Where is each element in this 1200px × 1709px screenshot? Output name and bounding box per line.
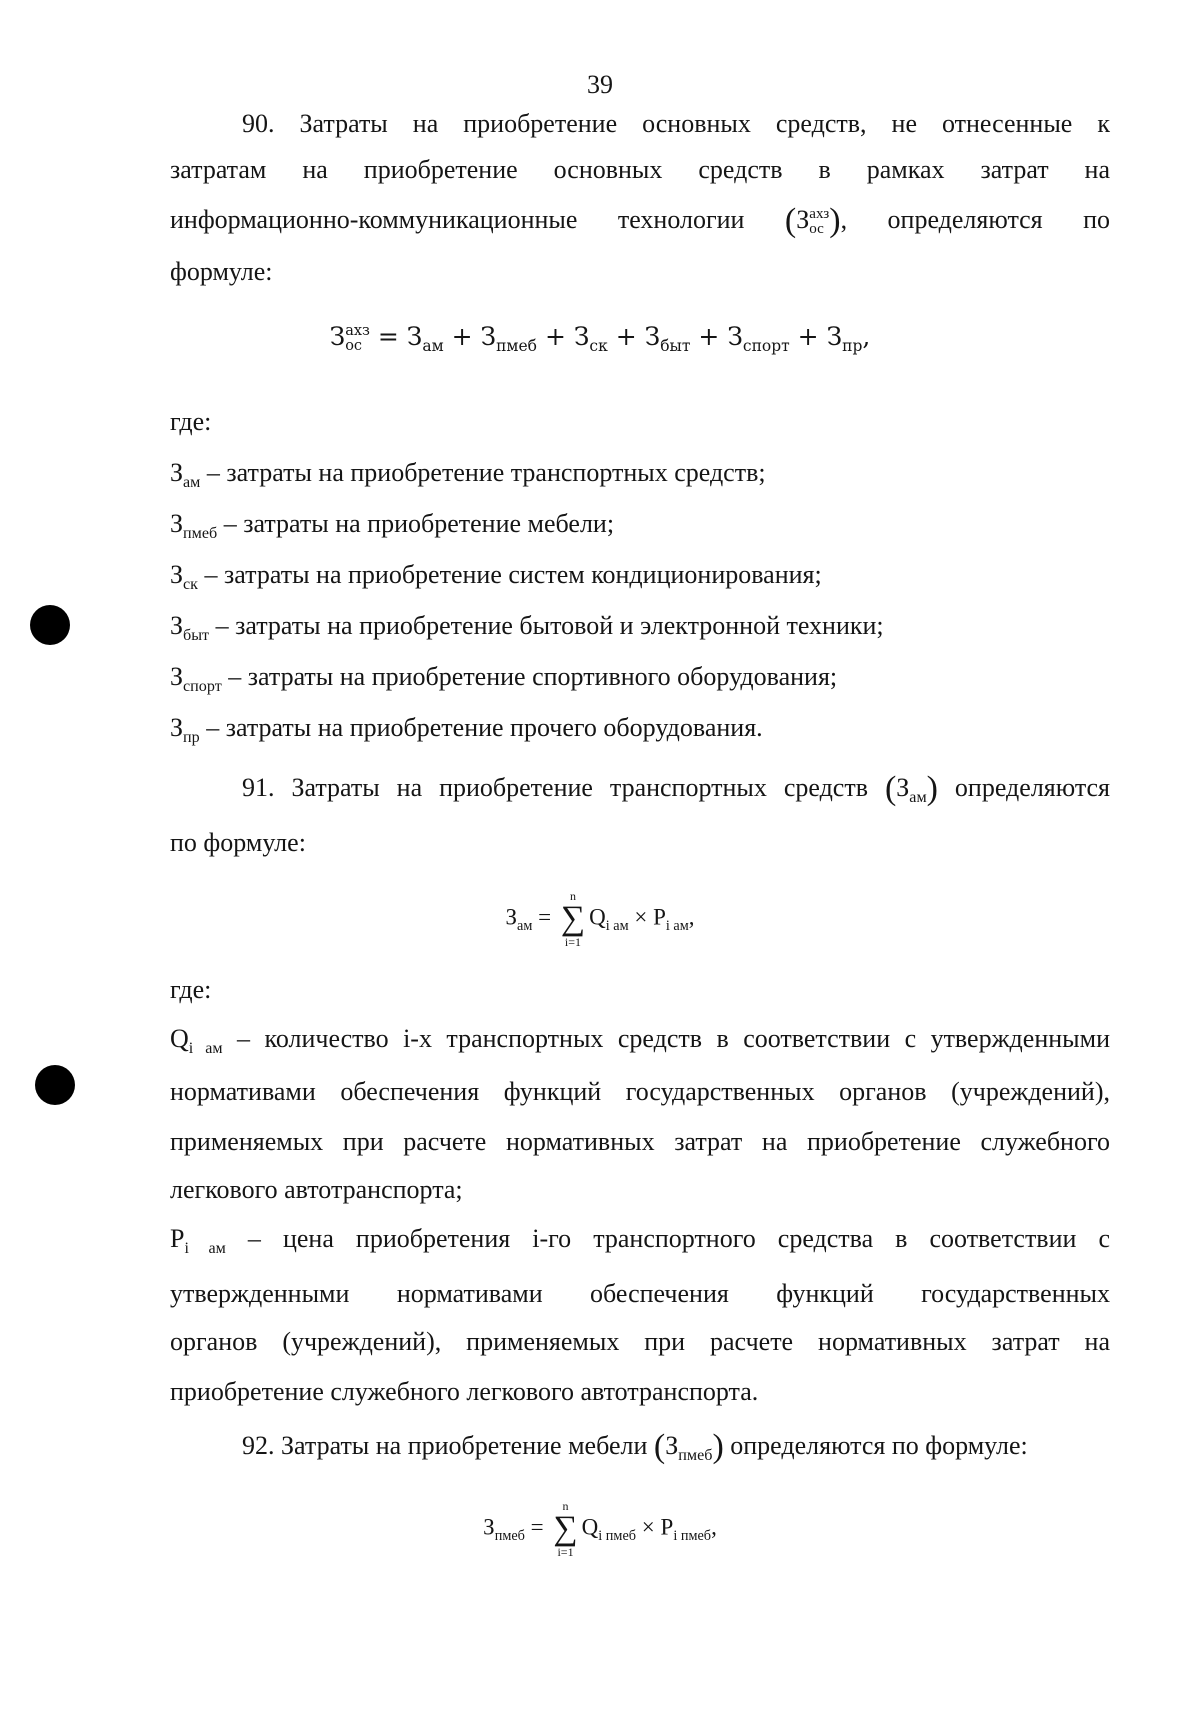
def-subscript: ск bbox=[183, 576, 199, 594]
paren-open: ( bbox=[884, 770, 897, 807]
where-label: где: bbox=[170, 407, 212, 436]
def-text: – количество i-х транспортных средств в соответствии с утвержденными bbox=[222, 1024, 1110, 1053]
times-sign: × bbox=[628, 904, 654, 930]
formula-symbol: З bbox=[644, 322, 661, 351]
formula-transport bbox=[0, 890, 1200, 948]
p-def-line1 bbox=[170, 1222, 1110, 1266]
sigma-symbol: ∑ bbox=[553, 1510, 578, 1547]
subscript: ам bbox=[909, 789, 927, 807]
paren-open: ( bbox=[784, 202, 797, 239]
p91-line1 bbox=[170, 771, 1110, 815]
def-subscript: спорт bbox=[183, 678, 222, 696]
equals-sign: = bbox=[532, 904, 557, 930]
plus-sign: + bbox=[443, 322, 481, 351]
def-subscript: быт bbox=[183, 627, 210, 645]
subscript: i ам bbox=[605, 917, 629, 934]
def-symbol: З bbox=[170, 713, 184, 742]
def-text: – цена приобретения i-го транспортного средства в соответствии с bbox=[225, 1224, 1110, 1253]
def-subscript: ам bbox=[183, 474, 201, 492]
definition-item bbox=[170, 558, 1110, 602]
paren-close: ) bbox=[712, 1428, 724, 1465]
q-def-line2: нормативами обеспечения функций государственных органов (учреждений), bbox=[170, 1077, 1110, 1106]
p-def-line3: органов (учреждений), применяемых при расчете нормативных затрат на bbox=[170, 1327, 1110, 1356]
def-symbol: З bbox=[170, 560, 184, 589]
def-symbol: Q bbox=[170, 1024, 189, 1053]
def-subscript: i ам bbox=[188, 1040, 223, 1058]
sum-lower-limit: i=1 bbox=[557, 1545, 574, 1559]
subscript: спорт bbox=[742, 337, 790, 355]
def-symbol: P bbox=[170, 1224, 185, 1253]
subscript: пмеб bbox=[678, 1447, 713, 1465]
plus-sign: + bbox=[789, 322, 827, 351]
sup-sub-stack bbox=[809, 207, 829, 237]
p90-line3-end: , определяются по bbox=[840, 205, 1110, 234]
sum-operator bbox=[553, 1500, 577, 1558]
p-def-line2: утвержденными нормативами обеспечения функций государственных bbox=[170, 1279, 1110, 1308]
p91-text-end: определяются bbox=[937, 773, 1111, 802]
p91-line2: по формуле: bbox=[170, 828, 306, 857]
sum-operator bbox=[561, 890, 585, 948]
p90-line1: 90. Затраты на приобретение основных средств, не отнесенные к bbox=[242, 109, 1110, 138]
paren-close: ) bbox=[829, 202, 841, 239]
def-symbol: З bbox=[170, 458, 184, 487]
paren-close: ) bbox=[926, 770, 938, 807]
where-label: где: bbox=[170, 975, 212, 1004]
subscript: ам bbox=[517, 917, 533, 934]
sum-upper-limit: n bbox=[569, 889, 576, 903]
definition-item bbox=[170, 660, 1110, 704]
subscript: ам bbox=[422, 337, 444, 355]
def-text: – затраты на приобретение систем кондиционирования; bbox=[198, 560, 822, 589]
subscript: i пмеб bbox=[673, 1527, 712, 1544]
subscript: быт bbox=[660, 337, 691, 355]
plus-sign: + bbox=[690, 322, 728, 351]
symbol-z: З bbox=[796, 205, 810, 234]
p91-text: 91. Затраты на приобретение транспортных средств bbox=[242, 773, 868, 802]
formula-symbol: З bbox=[573, 322, 590, 351]
formula-symbol: З bbox=[727, 322, 743, 351]
formula-symbol: З bbox=[483, 1514, 495, 1540]
page-number: 39 bbox=[587, 70, 613, 99]
subscript: ос bbox=[809, 221, 824, 238]
formula-symbol: P bbox=[653, 904, 666, 930]
subscript: ск bbox=[589, 337, 608, 355]
symbol-z: З bbox=[896, 773, 910, 802]
punch-hole bbox=[30, 605, 70, 645]
subscript: пмеб bbox=[496, 337, 537, 355]
formula-symbol: З bbox=[329, 322, 346, 351]
sum-upper-limit: n bbox=[562, 1499, 569, 1513]
superscript: ахз bbox=[809, 205, 830, 222]
subscript: пр bbox=[842, 337, 863, 355]
subscript: ос bbox=[345, 337, 363, 354]
symbol-z: З bbox=[665, 1431, 679, 1460]
definition-item bbox=[170, 711, 1110, 755]
formula-comma: , bbox=[688, 904, 695, 930]
def-symbol: З bbox=[170, 611, 184, 640]
formula-total-cost bbox=[0, 322, 1200, 355]
p90-line2: затратам на приобретение основных средств в рамках затрат на bbox=[170, 155, 1110, 184]
subscript: пмеб bbox=[494, 1527, 525, 1544]
def-subscript: i ам bbox=[184, 1240, 226, 1258]
sigma-symbol: ∑ bbox=[560, 900, 586, 937]
sum-lower-limit: i=1 bbox=[564, 935, 582, 949]
def-text: – затраты на приобретение спортивного оборудования; bbox=[221, 662, 838, 691]
superscript: ахз bbox=[345, 323, 370, 339]
def-text: – затраты на приобретение прочего оборудования. bbox=[199, 713, 763, 742]
times-sign: × bbox=[636, 1514, 661, 1540]
subscript: i ам bbox=[665, 917, 689, 934]
q-def-line3: применяемых при расчете нормативных затрат на приобретение служебного bbox=[170, 1127, 1110, 1156]
formula-symbol: З bbox=[826, 322, 843, 351]
equals-sign: = bbox=[524, 1514, 550, 1540]
plus-sign: + bbox=[607, 322, 645, 351]
def-symbol: З bbox=[170, 509, 184, 538]
p-def-line4: приобретение служебного легкового автотранспорта. bbox=[170, 1377, 759, 1406]
formula-symbol: Q bbox=[581, 1514, 599, 1540]
p92-line1 bbox=[170, 1429, 1110, 1473]
def-subscript: пмеб bbox=[183, 525, 218, 543]
p90-line3-text: информационно-коммуникационные технологии bbox=[170, 205, 745, 234]
definition-item bbox=[170, 609, 1110, 653]
def-symbol: З bbox=[170, 662, 184, 691]
definition-item bbox=[170, 507, 1110, 551]
def-text: – затраты на приобретение транспортных средств; bbox=[200, 458, 766, 487]
subscript: i пмеб bbox=[598, 1527, 637, 1544]
q-def-line1 bbox=[170, 1022, 1110, 1066]
formula-furniture bbox=[0, 1500, 1200, 1558]
formula-comma: , bbox=[862, 322, 871, 351]
paren-open: ( bbox=[653, 1428, 666, 1465]
punch-hole bbox=[35, 1065, 75, 1105]
def-text: – затраты на приобретение бытовой и электронной техники; bbox=[209, 611, 884, 640]
formula-symbol: З bbox=[406, 322, 423, 351]
formula-symbol: З bbox=[505, 904, 518, 930]
def-subscript: пр bbox=[183, 729, 200, 747]
p90-line4: формуле: bbox=[170, 257, 273, 286]
formula-symbol: З bbox=[480, 322, 497, 351]
formula-symbol: P bbox=[660, 1514, 674, 1540]
equals-sign: = bbox=[369, 322, 407, 351]
p92-text: 92. Затраты на приобретение мебели bbox=[242, 1431, 648, 1460]
formula-sup-sub bbox=[345, 324, 370, 353]
formula-comma: , bbox=[711, 1514, 717, 1540]
definition-item bbox=[170, 456, 1110, 500]
p90-line3 bbox=[170, 203, 1110, 238]
p92-text-end: определяются по формуле: bbox=[723, 1431, 1028, 1460]
def-text: – затраты на приобретение мебели; bbox=[217, 509, 615, 538]
formula-symbol: Q bbox=[589, 904, 606, 930]
q-def-line4: легкового автотранспорта; bbox=[170, 1175, 463, 1204]
plus-sign: + bbox=[537, 322, 574, 351]
